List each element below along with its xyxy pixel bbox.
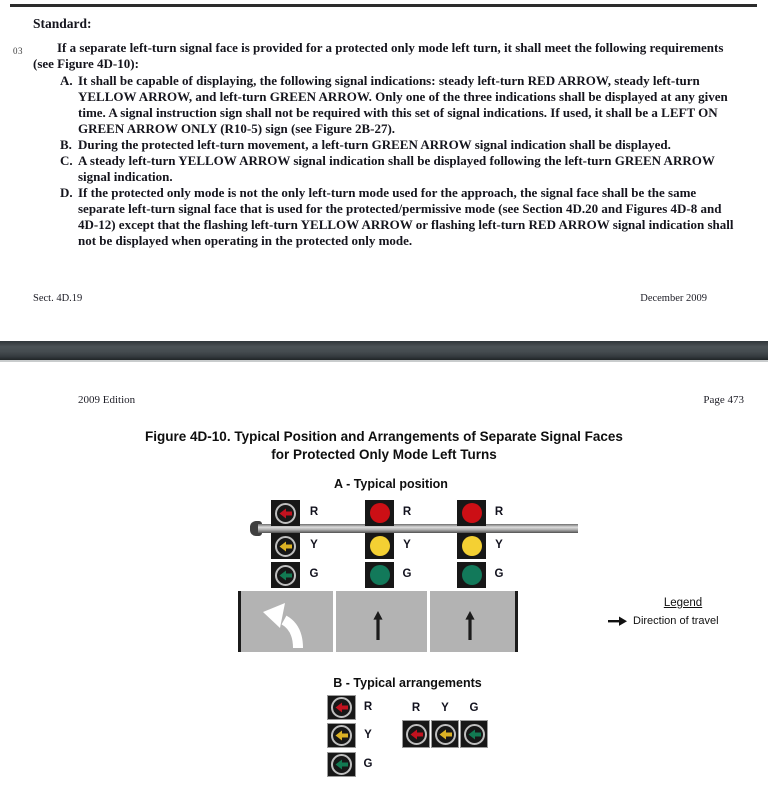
signal-a2-red-section xyxy=(365,500,394,526)
red-ball-lens xyxy=(370,503,390,523)
green-arrow-lens xyxy=(331,754,352,775)
list-item-a-text: It shall be capable of displaying, the following signal indications: steady left-turn RED ARROW, steady left-turn YELLOW ARROW, and left-turn GREEN ARROW. Only one of the three indications shall be displayed at any given time. A signal instruction sign shall not be required with this set of signal indications. If used, it shall be a LEFT ON GREEN ARROW ONLY (R10-5) sign (see Figure 2B-27). xyxy=(78,73,728,136)
mast-arm-pole xyxy=(258,524,578,533)
page2-header xyxy=(78,394,744,406)
left-turn-lane-arrow-icon xyxy=(258,598,310,648)
lane-line xyxy=(333,591,336,652)
list-item-b-label: B. xyxy=(60,137,72,152)
left-arrow-icon xyxy=(279,508,292,519)
section-a-title: A - Typical position xyxy=(334,477,448,491)
yellow-ball-lens xyxy=(462,536,482,556)
page-divider-bar xyxy=(0,341,768,360)
footer-date: December 2009 xyxy=(640,293,707,304)
signal-a3-yellow-section xyxy=(457,533,486,559)
list-item-c-label: C. xyxy=(60,153,73,168)
page-top-rule xyxy=(10,4,757,7)
green-arrow-lens xyxy=(275,565,296,586)
signal-a1-label-y: Y xyxy=(310,539,318,551)
signal-b-vert-label-g: G xyxy=(363,758,373,770)
signal-b-vert-label-y: Y xyxy=(364,729,372,741)
figure-title-line1: Figure 4D-10. Typical Position and Arrangements of Separate Signal Faces xyxy=(145,429,623,444)
signal-b-horiz-green-section xyxy=(460,720,488,748)
red-arrow-lens xyxy=(331,697,352,718)
yellow-arrow-lens xyxy=(331,725,352,746)
legend-entry-text: Direction of travel xyxy=(633,615,719,627)
signal-b-horiz-red-section xyxy=(402,720,430,748)
legend-title: Legend xyxy=(663,597,703,609)
signal-b-vert-label-r: R xyxy=(363,701,373,713)
signal-a1-label-g: G xyxy=(309,568,319,580)
signal-a3-label-y: Y xyxy=(495,539,503,551)
list-item-a xyxy=(33,73,737,137)
signal-b-horiz-label-y: Y xyxy=(441,702,449,714)
signal-a2-label-y: Y xyxy=(403,539,411,551)
signal-a2-yellow-section xyxy=(365,533,394,559)
left-arrow-icon xyxy=(410,729,423,740)
straight-lane-arrow-icon xyxy=(372,611,384,640)
paragraph-number: 03 xyxy=(13,46,23,56)
paragraph-text: If a separate left-turn signal face is provided for a protected only mode left turn, it shall meet the following requirements (see Figure 4D-10): xyxy=(33,40,724,71)
paragraph-03 xyxy=(13,40,737,72)
list-item-d xyxy=(33,185,737,249)
signal-a1-yellow-arrow-section xyxy=(271,533,300,559)
figure-title-line2: for Protected Only Mode Left Turns xyxy=(271,447,497,462)
list-item-a-label: A. xyxy=(60,73,73,88)
list-item-c-text: A steady left-turn YELLOW ARROW signal indication shall be displayed following the left-turn GREEN ARROW signal indication. xyxy=(78,153,715,184)
left-arrow-icon xyxy=(335,730,348,741)
list-item-c xyxy=(33,153,737,185)
yellow-arrow-lens xyxy=(435,724,456,745)
straight-lane-arrow-icon xyxy=(464,611,476,640)
left-arrow-icon xyxy=(335,702,348,713)
figure-title xyxy=(0,428,768,464)
red-ball-lens xyxy=(462,503,482,523)
signal-a3-red-section xyxy=(457,500,486,526)
signal-a2-label-g: G xyxy=(402,568,412,580)
legend xyxy=(608,597,758,627)
standard-heading: Standard: xyxy=(33,16,92,31)
lane-line xyxy=(427,591,430,652)
red-arrow-lens xyxy=(406,724,427,745)
left-arrow-icon xyxy=(279,570,292,581)
yellow-ball-lens xyxy=(370,536,390,556)
signal-a2-label-r: R xyxy=(402,506,412,518)
signal-b-vert-green-section xyxy=(327,752,356,777)
signal-a1-red-arrow-section xyxy=(271,500,300,526)
direction-of-travel-arrow-icon xyxy=(608,616,627,626)
signal-a2-green-section xyxy=(365,562,394,588)
green-ball-lens xyxy=(370,565,390,585)
left-arrow-icon xyxy=(279,541,292,552)
signal-a1-label-r: R xyxy=(309,506,319,518)
standard-text-block xyxy=(13,16,737,249)
page-number: Page 473 xyxy=(703,394,744,406)
roadway xyxy=(238,591,518,652)
signal-b-horiz-label-r: R xyxy=(411,702,421,714)
signal-b-horiz-yellow-section xyxy=(431,720,459,748)
left-arrow-icon xyxy=(468,729,481,740)
list-item-d-label: D. xyxy=(60,185,73,200)
green-ball-lens xyxy=(462,565,482,585)
left-arrow-icon xyxy=(335,759,348,770)
red-arrow-lens xyxy=(275,503,296,524)
footer-section-ref: Sect. 4D.19 xyxy=(33,293,83,304)
signal-b-vert-yellow-section xyxy=(327,723,356,748)
signal-a3-label-r: R xyxy=(494,506,504,518)
page1-footer xyxy=(33,293,707,304)
list-item-b-text: During the protected left-turn movement, a left-turn GREEN ARROW signal indication shall be displayed. xyxy=(78,137,671,152)
requirements-list xyxy=(33,73,737,249)
legend-entry xyxy=(608,615,758,627)
edition-label: 2009 Edition xyxy=(78,394,136,406)
signal-a3-green-section xyxy=(457,562,486,588)
section-b-title: B - Typical arrangements xyxy=(333,676,482,690)
yellow-arrow-lens xyxy=(275,536,296,557)
left-arrow-icon xyxy=(439,729,452,740)
signal-a3-label-g: G xyxy=(494,568,504,580)
list-item-d-text: If the protected only mode is not the only left-turn mode used for the approach, the signal face shall be the same separate left-turn signal face that is used for the protected/permissive mode (see Section 4D.20 and Figures 4D-8 and 4D-12) except that the flashing left-turn YELLOW ARROW or flashing left-turn RED ARROW signal indication shall not be displayed when operating in the protected only mode. xyxy=(78,185,734,248)
signal-b-horiz-label-g: G xyxy=(469,702,479,714)
signal-b-vert-red-section xyxy=(327,695,356,720)
green-arrow-lens xyxy=(464,724,485,745)
signal-a1-green-arrow-section xyxy=(271,562,300,588)
list-item-b xyxy=(33,137,737,153)
